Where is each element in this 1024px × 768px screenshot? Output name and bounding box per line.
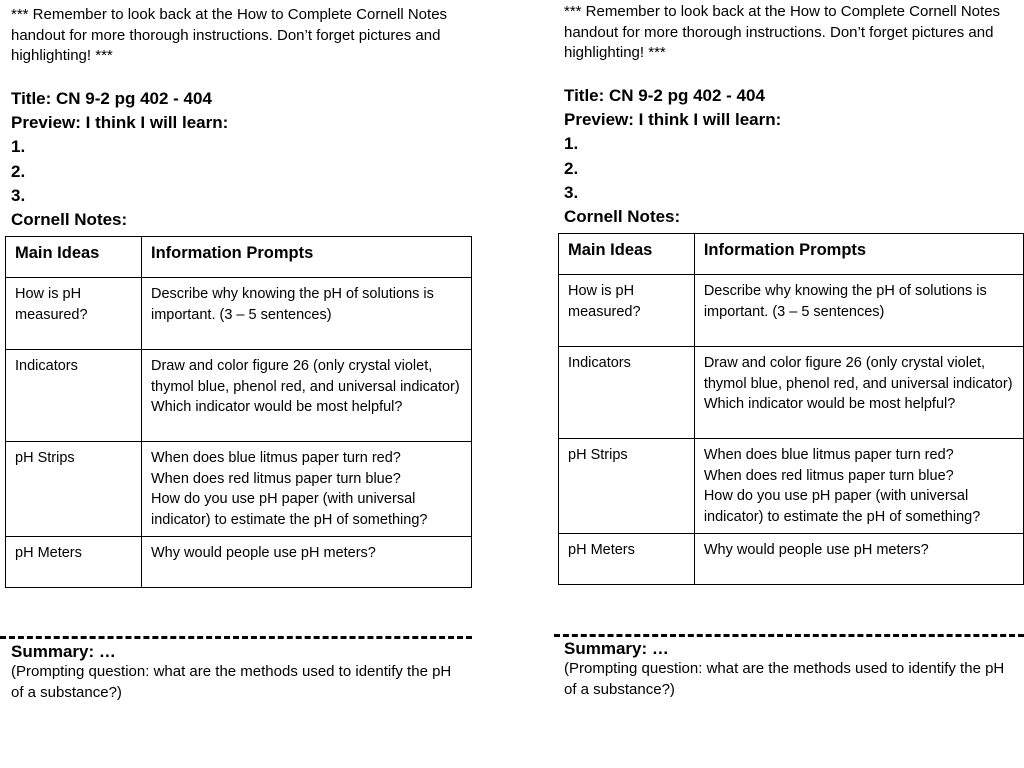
prompt-line: When does blue litmus paper turn red? <box>151 450 401 466</box>
prompt-line: When does blue litmus paper turn red? <box>703 447 954 463</box>
table-row <box>6 278 472 350</box>
prompt-cell <box>142 278 472 350</box>
summary-prompt: (Prompting question: what are the methods used to identify the pH of a substance?) <box>11 663 452 701</box>
reminder-text: *** Remember to look back at the How to Complete Cornell Notes handout for more thorough instructions. Don’t forget pictures and highlighting! *** <box>564 3 1001 61</box>
prompt-line: Why would people use pH meters? <box>151 545 376 561</box>
prompt-cell <box>694 534 1023 585</box>
main-idea-cell: pH Strips <box>6 442 142 537</box>
reminder-text: *** Remember to look back at the How to Complete Cornell Notes handout for more thorough instructions. Don’t forget pictures and highlighting! *** <box>11 6 448 64</box>
preview-label: Preview: I think I will learn: <box>564 110 782 130</box>
prompt-cell <box>694 347 1023 439</box>
cornell-notes-table <box>558 233 1024 585</box>
prompt-line: When does red litmus paper turn blue? <box>703 467 954 484</box>
table-row <box>6 442 472 537</box>
table-row <box>559 347 1024 439</box>
preview-item-3: 3. <box>11 185 26 205</box>
main-idea-cell: pH Meters <box>6 537 142 588</box>
notes-title: Title: CN 9-2 pg 402 - 404 <box>564 86 765 105</box>
table-row <box>559 534 1024 585</box>
notes-title: Title: CN 9-2 pg 402 - 404 <box>11 89 212 108</box>
prompt-cell <box>142 350 472 442</box>
summary-divider <box>554 634 1024 637</box>
prompt-cell <box>142 442 472 537</box>
table-row <box>6 537 472 588</box>
prompt-line: Which indicator would be most helpful? <box>703 396 956 412</box>
header-information-prompts: Information Prompts <box>142 237 472 278</box>
table-row <box>6 350 472 442</box>
preview-item-2: 2. <box>11 161 26 181</box>
header-main-ideas: Main Ideas <box>559 234 695 275</box>
prompt-line: Which indicator would be most helpful? <box>151 399 403 415</box>
preview-item-2: 2. <box>564 158 579 178</box>
header-main-ideas: Main Ideas <box>6 237 142 278</box>
cornell-notes-label: Cornell Notes: <box>564 207 681 227</box>
main-idea-cell: How is pH measured? <box>6 278 142 350</box>
cornell-notes-label: Cornell Notes: <box>11 210 128 230</box>
prompt-line: How do you use pH paper (with universal indicator) to estimate the pH of something? <box>151 491 428 528</box>
prompt-line: Describe why knowing the pH of solutions is important. (3 – 5 sentences) <box>151 286 434 323</box>
prompt-line: When does red litmus paper turn blue? <box>151 470 401 487</box>
header-information-prompts: Information Prompts <box>694 234 1023 275</box>
preview-item-3: 3. <box>564 182 579 202</box>
summary-section <box>564 638 1019 700</box>
main-idea-cell: pH Meters <box>559 534 695 585</box>
heading-block <box>564 84 781 229</box>
main-idea-cell: Indicators <box>559 347 695 439</box>
prompt-cell <box>694 275 1023 347</box>
table-header-row <box>6 237 472 278</box>
prompt-cell <box>142 537 472 588</box>
summary-title: Summary: … <box>564 639 669 658</box>
main-idea-cell: How is pH measured? <box>559 275 695 347</box>
table-row <box>559 275 1024 347</box>
main-idea-cell: Indicators <box>6 350 142 442</box>
table-row <box>559 439 1024 534</box>
cornell-notes-table <box>5 236 472 588</box>
preview-item-1: 1. <box>11 137 26 157</box>
prompt-cell <box>694 439 1023 534</box>
preview-item-1: 1. <box>564 134 579 154</box>
prompt-line: Draw and color figure 26 (only crystal violet, thymol blue, phenol red, and universal indicator) <box>703 355 1013 392</box>
prompt-line: Why would people use pH meters? <box>703 542 929 558</box>
prompt-line: Draw and color figure 26 (only crystal violet, thymol blue, phenol red, and universal indicator) <box>151 358 460 395</box>
summary-title: Summary: … <box>11 642 116 661</box>
summary-prompt: (Prompting question: what are the methods used to identify the pH of a substance?) <box>564 660 1005 698</box>
prompt-line: How do you use pH paper (with universal indicator) to estimate the pH of something? <box>703 488 981 525</box>
preview-label: Preview: I think I will learn: <box>11 113 229 133</box>
table-header-row <box>559 234 1024 275</box>
heading-block <box>11 87 228 232</box>
prompt-line: Describe why knowing the pH of solutions is important. (3 – 5 sentences) <box>703 283 987 320</box>
main-idea-cell: pH Strips <box>559 439 695 534</box>
summary-section <box>11 641 466 703</box>
summary-divider <box>0 636 472 639</box>
